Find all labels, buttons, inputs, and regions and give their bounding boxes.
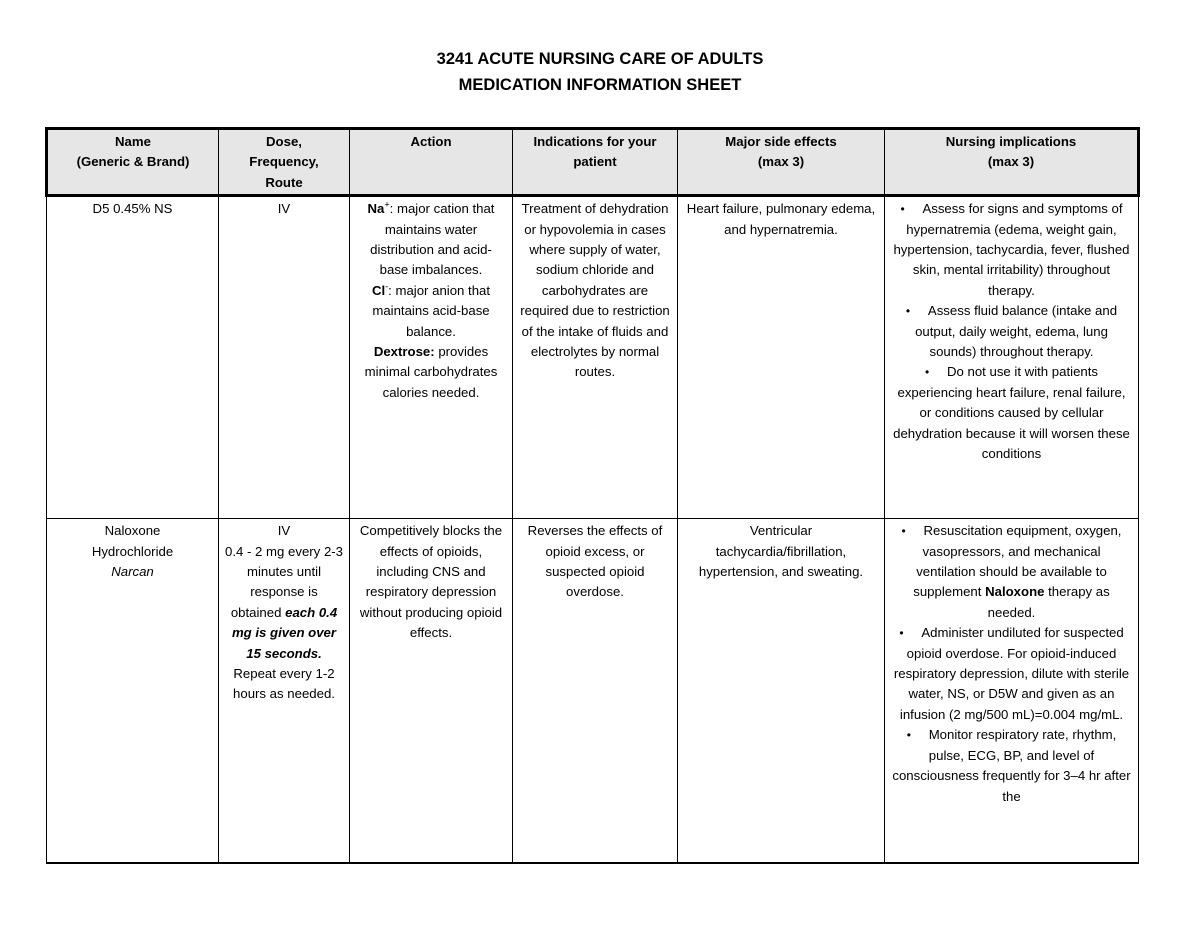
cell-dose: IV: [219, 196, 350, 519]
table-row: [47, 196, 1139, 519]
bullet-icon: •: [901, 524, 906, 539]
nursing-list: [891, 199, 1132, 464]
list-item: • Resuscitation equipment, oxygen, vasopressors, and mechanical ventilation should be available to supplement Naloxone therapy as needed.: [901, 523, 1122, 620]
nursing-list: [891, 521, 1132, 807]
header-action: Action: [350, 129, 513, 196]
medication-table: [45, 127, 1140, 864]
list-item: • Do not use it with patients experiencing heart failure, renal failure, or conditions caused by cellular dehydration because it will worsen these conditions: [893, 364, 1130, 462]
table-header-row: [47, 129, 1139, 196]
title-line-2: MEDICATION INFORMATION SHEET: [458, 76, 742, 94]
cell-nursing-implications: [885, 196, 1139, 519]
list-item: • Monitor respiratory rate, rhythm, pulse, ECG, BP, and level of consciousness frequently for 3–4 hr after the: [892, 727, 1131, 804]
bullet-icon: •: [924, 365, 930, 380]
cell-drug-name: Naloxone Hydrochloride Narcan: [47, 519, 219, 864]
cell-side-effects: Heart failure, pulmonary edema, and hypernatremia.: [678, 196, 885, 519]
document-title: [0, 46, 1200, 98]
cell-indications: Treatment of dehydration or hypovolemia in cases where supply of water, sodium chloride and carbohydrates are required due to restriction of the intake of fluids and electrolytes by normal routes.: [513, 196, 678, 519]
cell-action: Competitively blocks the effects of opioids, including CNS and respiratory depression without producing opioid effects.: [350, 519, 513, 864]
cell-drug-name: D5 0.45% NS: [47, 196, 219, 519]
bullet-icon: •: [906, 728, 911, 743]
cell-action: Na+: major cation that maintains water distribution and acid-base imbalances. Cl-: major anion that maintains acid-base balance. Dextrose: provides minimal carbohydrates calories needed.: [350, 196, 513, 519]
cell-dose: IV 0.4 - 2 mg every 2-3 minutes until response is obtained each 0.4 mg is given over 15 seconds. Repeat every 1-2 hours as needed.: [219, 519, 350, 864]
bullet-icon: •: [899, 626, 904, 641]
header-side-effects: Major side effects (max 3): [678, 129, 885, 196]
bullet-icon: •: [905, 304, 911, 319]
bullet-icon: •: [900, 202, 905, 217]
cell-indications: Reverses the effects of opioid excess, or suspected opioid overdose.: [513, 519, 678, 864]
list-item: • Assess fluid balance (intake and output, daily weight, edema, lung sounds) throughout therapy.: [905, 303, 1118, 360]
header-indications: Indications for your patient: [513, 129, 678, 196]
dose-emphasis: each 0.4 mg is given over 15 seconds.: [231, 604, 338, 661]
cell-nursing-implications: [885, 519, 1139, 864]
brand-name: Narcan: [111, 564, 154, 580]
cell-side-effects: Ventricular tachycardia/fibrillation, hypertension, and sweating.: [678, 519, 885, 864]
list-item: • Assess for signs and symptoms of hypernatremia (edema, weight gain, hypertension, tachycardia, fever, flushed skin, mental irritability) throughout therapy.: [893, 201, 1130, 298]
table-row: [47, 519, 1139, 864]
header-dose: Dose, Frequency, Route: [219, 129, 350, 196]
header-nursing-implications: Nursing implications (max 3): [885, 129, 1139, 196]
title-line-1: 3241 ACUTE NURSING CARE OF ADULTS: [436, 50, 764, 68]
header-name: Name (Generic & Brand): [47, 129, 219, 196]
list-item: • Administer undiluted for suspected opioid overdose. For opioid-induced respiratory depression, dilute with sterile water, NS, or D5W and given as an infusion (2 mg/500 mL)=0.004 mg/mL.: [893, 625, 1130, 722]
